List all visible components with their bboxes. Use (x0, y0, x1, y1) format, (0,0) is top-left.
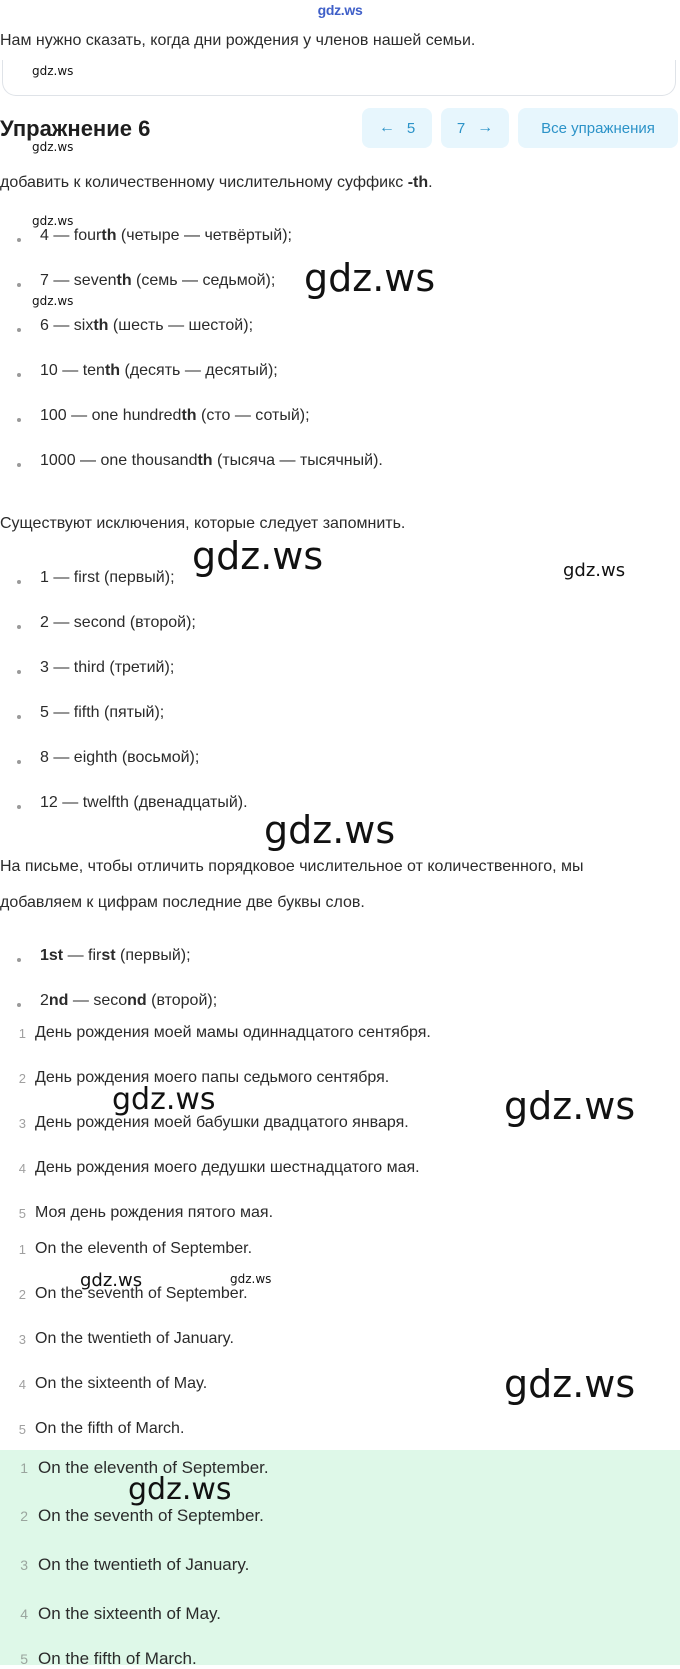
list-item: On the sixteenth of May. (35, 1375, 208, 1392)
list-item: 100 — one hundredth (сто — сотый); (40, 407, 310, 424)
list-number: 1 (18, 1026, 26, 1041)
list-item: Моя день рождения пятого мая. (35, 1204, 274, 1221)
list-item: День рождения моего папы седьмого сентября. (35, 1069, 390, 1086)
list-item: On the seventh of September. (38, 1506, 264, 1525)
list-item: 5 — fifth (пятый); (40, 704, 165, 721)
list-item: On the fifth of March. (35, 1420, 185, 1437)
list-number: 4 (18, 1161, 26, 1176)
list-item: 7 — seventh (семь — седьмой); (40, 272, 276, 289)
watermark: gdz.ws (192, 534, 324, 578)
list-item: 2nd — second (второй); (40, 992, 218, 1009)
bullet-icon (17, 328, 21, 332)
watermark: gdz.ws (32, 214, 74, 228)
list-number: 3 (20, 1557, 28, 1573)
list-item: On the eleventh of September. (35, 1240, 253, 1257)
list-item: 8 — eighth (восьмой); (40, 749, 200, 766)
watermark: gdz.ws (504, 1084, 636, 1128)
list-item: 1000 — one thousandth (тысяча — тысячный). (40, 452, 383, 469)
watermark: gdz.ws (264, 808, 396, 852)
bullet-icon (17, 1003, 21, 1007)
bullet-icon (17, 760, 21, 764)
list-item: On the fifth of March. (38, 1649, 197, 1668)
list-number: 2 (20, 1508, 28, 1524)
list-item: On the eleventh of September. (38, 1458, 269, 1477)
all-exercises-label: Все упражнения (541, 119, 655, 137)
list-number: 4 (18, 1377, 26, 1392)
list-number: 5 (18, 1206, 26, 1221)
list-item: 6 — sixth (шесть — шестой); (40, 317, 254, 334)
arrow-right-icon: → (477, 119, 494, 136)
list-item: On the sixteenth of May. (38, 1604, 221, 1623)
list-number: 4 (20, 1606, 28, 1622)
watermark: gdz.ws (128, 1472, 232, 1507)
bullet-icon (17, 283, 21, 287)
exercise-title: Упражнение 6 (0, 116, 151, 141)
watermark: gdz.ws (80, 1270, 143, 1291)
prev-exercise-label: 5 (406, 119, 416, 137)
list-item: 1 — first (первый); (40, 569, 175, 586)
arrow-left-icon: ← (378, 119, 395, 136)
list-number: 5 (20, 1651, 28, 1667)
bullet-icon (17, 463, 21, 467)
intro-text: Нам нужно сказать, когда дни рождения у членов нашей семьи. (0, 32, 476, 49)
watermark: gdz.ws (563, 560, 626, 581)
bullet-icon (17, 373, 21, 377)
rule-text: добавить к количественному числительному суффикс -th. (0, 174, 433, 191)
watermark: gdz.ws (504, 1362, 636, 1406)
exceptions-heading: Существуют исключения, которые следует запомнить. (0, 515, 406, 532)
bullet-icon (17, 805, 21, 809)
all-exercises-button[interactable] (518, 108, 678, 148)
list-number: 3 (18, 1116, 26, 1131)
watermark: gdz.ws (32, 64, 74, 78)
list-item: 3 — third (третий); (40, 659, 175, 676)
writing-rule-line2: добавляем к цифрам последние две буквы слов. (0, 894, 365, 911)
watermark: gdz.ws (304, 256, 436, 300)
watermark: gdz.ws (230, 1272, 272, 1286)
watermark: gdz.ws (32, 294, 74, 308)
next-exercise-label: 7 (456, 119, 466, 137)
watermark: gdz.ws (32, 140, 74, 154)
list-item: On the seventh of September. (35, 1285, 248, 1302)
bullet-icon (17, 670, 21, 674)
list-number: 3 (18, 1332, 26, 1347)
bullet-icon (17, 958, 21, 962)
prev-exercise-button[interactable] (362, 108, 432, 148)
list-number: 1 (20, 1460, 28, 1476)
watermark: gdz.ws (112, 1082, 216, 1117)
list-number: 2 (18, 1287, 26, 1302)
bullet-icon (17, 715, 21, 719)
bullet-icon (17, 238, 21, 242)
next-exercise-button[interactable] (441, 108, 509, 148)
content-card (2, 60, 676, 96)
list-number: 2 (18, 1071, 26, 1086)
list-item: 2 — second (второй); (40, 614, 196, 631)
list-number: 1 (18, 1242, 26, 1257)
list-item: 1st — first (первый); (40, 947, 191, 964)
writing-rule-line1: На письме, чтобы отличить порядковое числительное от количественного, мы (0, 858, 584, 875)
list-item: 10 — tenth (десять — десятый); (40, 362, 278, 379)
list-item: День рождения моего дедушки шестнадцатого мая. (35, 1159, 420, 1176)
site-logo[interactable]: gdz.ws (317, 2, 363, 18)
list-item: On the twentieth of January. (35, 1330, 234, 1347)
list-item: On the twentieth of January. (38, 1555, 250, 1574)
list-item: День рождения моей мамы одиннадцатого сентября. (35, 1024, 431, 1041)
list-item: 4 — fourth (четыре — четвёртый); (40, 227, 292, 244)
list-item: 12 — twelfth (двенадцатый). (40, 794, 248, 811)
list-number: 5 (18, 1422, 26, 1437)
bullet-icon (17, 580, 21, 584)
bullet-icon (17, 418, 21, 422)
bullet-icon (17, 625, 21, 629)
list-item: День рождения моей бабушки двадцатого января. (35, 1114, 409, 1131)
suffix-th: -th (407, 174, 429, 191)
